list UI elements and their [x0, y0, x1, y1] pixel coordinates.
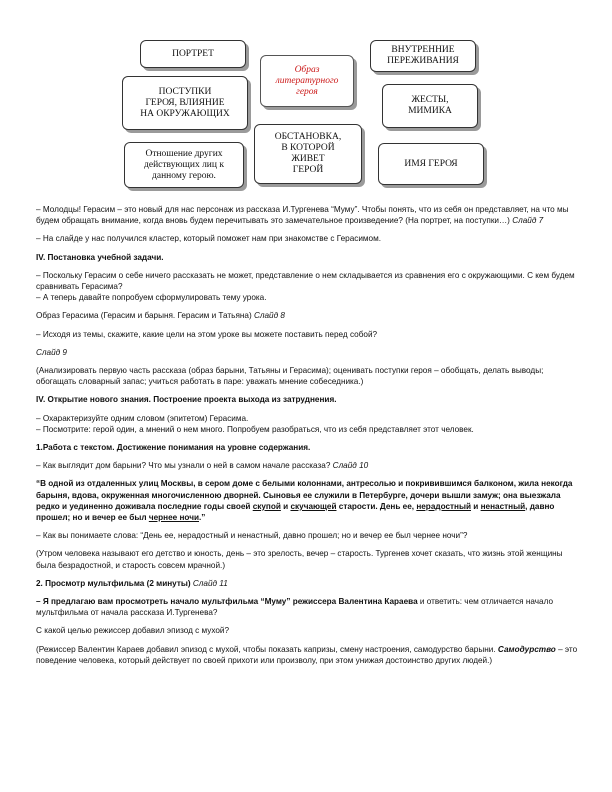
- setting-line: ЖИВЕТ: [291, 154, 325, 164]
- box-inner-feelings: [370, 40, 476, 72]
- box-hero-deeds: [122, 76, 248, 130]
- lesson-text: [36, 204, 578, 673]
- setting-line: ГЕРОЙ: [292, 165, 324, 175]
- quote-text: и: [280, 501, 291, 511]
- quote-text: и: [471, 501, 481, 511]
- inner-line: ВНУТРЕННИЕ: [391, 45, 455, 55]
- attitude-line: действующих лиц к: [144, 159, 224, 170]
- name-text: ИМЯ ГЕРОЯ: [404, 158, 458, 169]
- center-line: литературного: [275, 75, 339, 86]
- paragraph: С какой целью режиссер добавил эпизод с мухой?: [36, 626, 230, 636]
- paragraph-text: – Как выглядит дом барыни? Что мы узнали о ней в самом начале рассказа?: [36, 461, 331, 471]
- quote-underlined: скупой: [252, 501, 281, 511]
- section-heading: IV. Постановка учебной задачи.: [36, 252, 164, 262]
- paragraph: – Посмотрите: герой один, а мнений о нем много. Попробуем разобраться, что из себя представляет этот человек.: [36, 424, 474, 434]
- paragraph: – Исходя из темы, скажите, какие цели на этом уроке вы можете поставить перед собой?: [36, 329, 378, 339]
- paragraph: [36, 310, 578, 321]
- quote-underlined: чернее ночи: [148, 513, 199, 523]
- quote-underlined: ненастный: [480, 501, 526, 511]
- setting-line: В КОТОРОЙ: [281, 143, 335, 153]
- slide-ref: Слайд 10: [332, 461, 369, 471]
- cluster-diagram: [0, 0, 612, 200]
- attitude-line: данному герою.: [152, 170, 216, 181]
- paragraph-bold: начало мультфильма “Муму” режиссера Валентина Караева: [170, 597, 418, 607]
- deeds-line: НА ОКРУЖАЮЩИХ: [140, 108, 230, 119]
- quote-underlined: нерадостный: [416, 501, 471, 511]
- section-heading: IV. Открытие нового знания. Построение проекта выхода из затруднения.: [36, 395, 337, 405]
- box-setting: [254, 124, 362, 184]
- box-attitude: [124, 142, 244, 188]
- paragraph: [36, 204, 578, 226]
- quote-text: .”: [199, 513, 206, 523]
- paragraph-text: – это поведение человека, который действует по своей прихоти или произволу, при этом унижая достоинство других людей.): [36, 644, 578, 665]
- quote-text: , давно прошел; но и вечер ее был: [36, 501, 555, 523]
- quote-text: старости. День ее,: [336, 501, 417, 511]
- center-line: Образ: [294, 64, 320, 75]
- paragraph-text: Образ Герасима (Герасим и барыня. Герасим и Татьяна): [36, 311, 252, 321]
- deeds-line: ГЕРОЯ, ВЛИЯНИЕ: [145, 97, 225, 108]
- paragraph: (Утром человека называют его детство и юность, день – это зрелость, вечер – старость. Тургенев хочет сказать, что жизнь этой женщины была безрадостной, и старость совсем мрачной.): [36, 549, 563, 570]
- slide-ref: Слайд 8: [253, 311, 285, 321]
- paragraph-text: – Молодцы! Герасим – это новый для нас персонаж из рассказа И.Тургенева “Муму”. Чтобы понять, что из себя он представляет, на что мы будем обращать внимание, когда вновь будем перечитывать это замечательное произведение? (На портрет, на поступки…): [36, 205, 569, 226]
- term-highlight: Самодурство: [497, 644, 556, 654]
- box-hero-name: [378, 143, 484, 185]
- slide-ref: Слайд 7: [512, 216, 544, 226]
- paragraph-text: – Я предлагаю вам просмотреть: [36, 597, 171, 607]
- heading-text: 2. Просмотр мультфильма (2 минуты): [36, 578, 191, 588]
- box-gestures: [382, 84, 478, 128]
- paragraph-text: (Режиссер Валентин Караев добавил эпизод с мухой, чтобы показать капризы, смену настроения, самодурство барыни.: [36, 644, 498, 654]
- section-heading: 1.Работа с текстом. Достижение понимания на уровне содержания.: [36, 443, 311, 453]
- paragraph: [36, 460, 578, 471]
- paragraph: – Поскольку Герасим о себе ничего рассказать не может, представление о нем складывается из сравнения его с окружающими. С кем будем сравнивать Герасима?: [36, 270, 575, 292]
- paragraph: – Как вы понимаете слова: “День ее, нерадостный и ненастный, давно прошел; но и вечер ее был чернее ночи”?: [36, 531, 468, 541]
- paragraph-text: и ответить: чем отличается начало мультфильма от начала рассказа И.Тургенева?: [36, 597, 554, 618]
- paragraph: [36, 596, 578, 618]
- gestures-line: ЖЕСТЫ,: [411, 95, 449, 105]
- deeds-line: ПОСТУПКИ: [158, 86, 212, 97]
- attitude-line: Отношение других: [145, 148, 223, 159]
- paragraph: – Охарактеризуйте одним словом (эпитетом) Герасима.: [36, 413, 249, 423]
- slide-ref: Слайд 11: [192, 578, 228, 588]
- paragraph: [36, 644, 578, 666]
- quote-text: “В одной из отдаленных улиц Москвы, в сером доме с белыми колоннами, антресолью и покривившимся балконом, жила некогда барыня, вдова, окруженная многочисленною дворней. Сыновья ее служили в Петербурге, дочери вышли замуж; она выезжала редко и уединенно доживала последние годы своей: [36, 479, 573, 511]
- center-line: героя: [296, 86, 318, 97]
- gestures-line: МИМИКА: [408, 106, 452, 116]
- slide-ref: Слайд 9: [36, 347, 67, 357]
- quote-underlined: скучающей: [290, 501, 337, 511]
- quote-block: [36, 478, 578, 523]
- box-center-literary-hero: [260, 55, 354, 107]
- paragraph: – А теперь давайте попробуем сформулировать тему урока.: [36, 293, 267, 303]
- box-portrait-text: ПОРТРЕТ: [172, 48, 214, 59]
- box-portrait: [140, 40, 246, 68]
- inner-line: ПЕРЕЖИВАНИЯ: [387, 56, 459, 66]
- paragraph: (Анализировать первую часть рассказа (образ барыни, Татьяны и Герасима); оценивать поступки героя – обобщать, делать выводы; обогащать словарный запас; учиться работать в паре: уважать мнение собеседника.): [36, 366, 544, 387]
- section-heading: [36, 578, 578, 589]
- setting-line: ОБСТАНОВКА,: [274, 132, 342, 142]
- paragraph: – На слайде у нас получился кластер, который поможет нам при знакомстве с Герасимом.: [36, 234, 381, 244]
